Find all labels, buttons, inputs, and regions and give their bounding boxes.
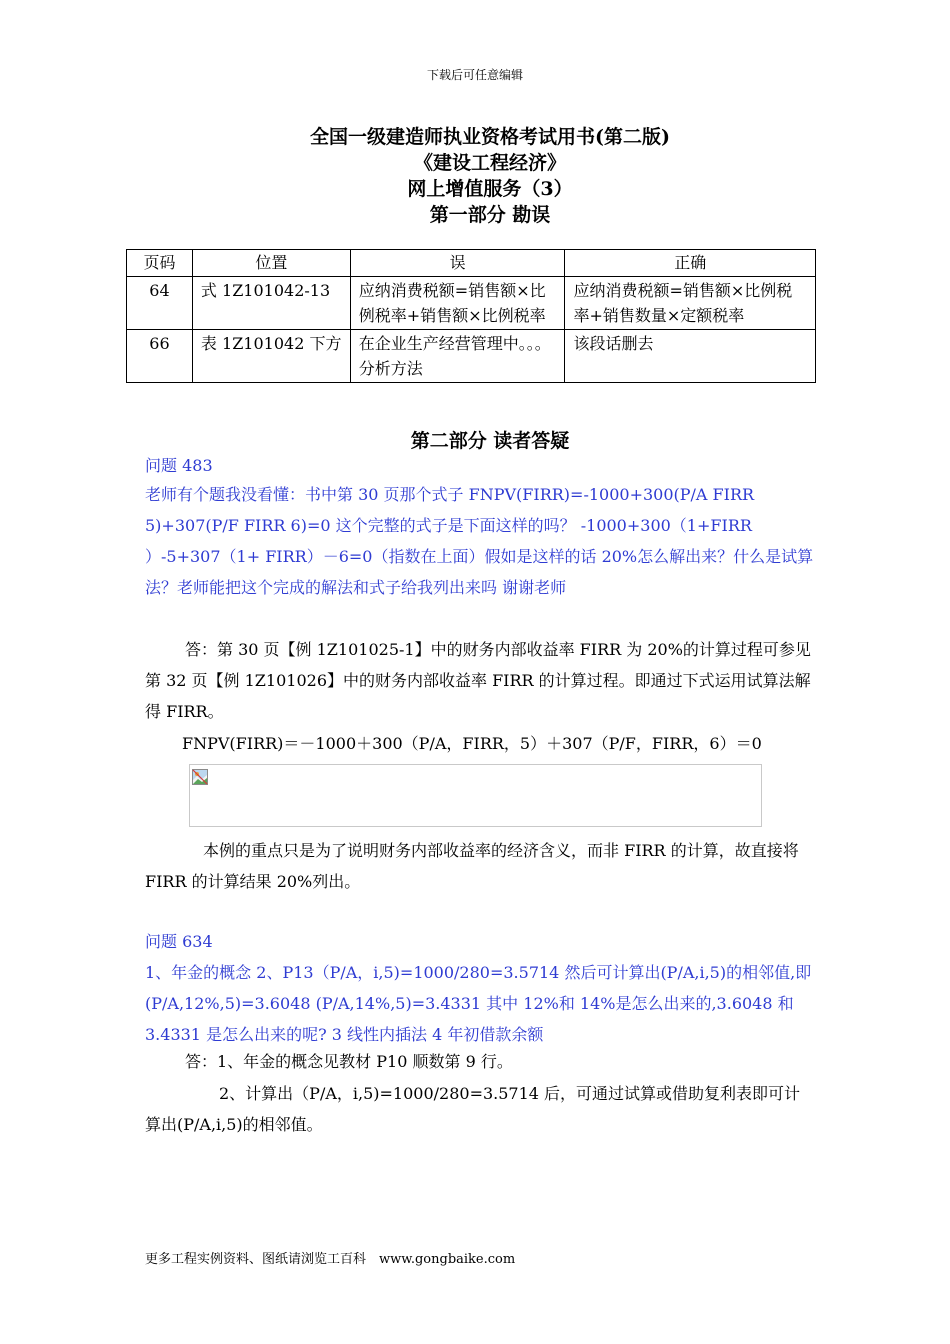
header-location: 位置 xyxy=(192,250,350,277)
table-row xyxy=(127,277,816,330)
cell-wrong: 应纳消费税额=销售额×比例税率+销售额×比例税率 xyxy=(350,277,565,330)
question-483-text: 老师有个题我没看懂：书中第 30 页那个式子 FNPV(FIRR)=-1000+300(P/A FIRR 5)+307(P/F FIRR 6)=0 这个完整的式子是下面这样的吗？ -1000+300（1+FIRR ）-5+307（1+ FIRR）－6=0（指数在上面）假如是这样的话 20%怎么解出来？什么是试算法？老师能把这个完成的解法和式子给我列出来吗 谢谢老师 xyxy=(145,485,814,597)
part1-title: 第一部分 勘误 xyxy=(429,204,551,226)
service-title: 网上增值服务（3） xyxy=(407,178,573,200)
question-634-text: 1、年金的概念 2、P13（P/A，i,5)=1000/280=3.5714 然后可计算出(P/A,i,5)的相邻值,即(P/A,12%,5)=3.6048 (P/A,14%,5)=3.4331 其中 12%和 14%是怎么出来的,3.6048 和 3.4331 是怎么出来的呢? 3 线性内插法 4 年初借款余额 xyxy=(145,963,812,1044)
book-title: 全国一级建造师执业资格考试用书(第二版) xyxy=(310,126,670,148)
cell-correct: 该段话删去 xyxy=(565,330,816,383)
fnpv-formula: FNPV(FIRR)＝－1000＋300（P/A，FIRR，5）＋307（P/F，FIRR，6）＝0 xyxy=(182,734,762,753)
book-subtitle: 《建设工程经济》 xyxy=(413,152,566,174)
cell-location: 式 1Z101042-13 xyxy=(192,277,350,330)
cell-wrong: 在企业生产经营管理中。。。分析方法 xyxy=(350,330,565,383)
header-page: 页码 xyxy=(127,250,193,277)
table-row xyxy=(127,330,816,383)
errata-table xyxy=(126,249,816,383)
part2-title: 第二部分 读者答疑 xyxy=(410,430,570,452)
cell-location: 表 1Z101042 下方 xyxy=(192,330,350,383)
broken-image-icon xyxy=(192,769,208,785)
header-correct: 正确 xyxy=(565,250,816,277)
errata-header-row xyxy=(127,250,816,277)
cell-correct: 应纳消费税额=销售额×比例税率+销售数量×定额税率 xyxy=(565,277,816,330)
answer-634-part2: 2、计算出（P/A，i,5)=1000/280=3.5714 后，可通过试算或借助复利表即可计算出(P/A,i,5)的相邻值。 xyxy=(145,1084,801,1134)
cell-page: 66 xyxy=(127,330,193,383)
document-title-block xyxy=(0,124,950,228)
header-note: 下载后可任意编辑 xyxy=(426,68,523,82)
cell-page: 64 xyxy=(127,277,193,330)
answer-483-text: 答：第 30 页【例 1Z101025-1】中的财务内部收益率 FIRR 为 20%的计算过程可参见第 32 页【例 1Z101026】中的财务内部收益率 FIRR 的计算过程。即通过下式运用试算法解得 FIRR。 xyxy=(145,640,811,721)
header-wrong: 误 xyxy=(350,250,565,277)
answer-634-part1: 答：1、年金的概念见教材 P10 顺数第 9 行。 xyxy=(185,1052,513,1071)
missing-image-placeholder xyxy=(189,764,762,827)
question-483-label: 问题 483 xyxy=(145,456,213,475)
note-483-text: 本例的重点只是为了说明财务内部收益率的经济含义，而非 FIRR 的计算，故直接将 FIRR 的计算结果 20%列出。 xyxy=(145,841,799,891)
question-634-label: 问题 634 xyxy=(145,932,213,951)
footer-note: 更多工程实例资料、图纸请浏览工百科 www.gongbaike.com xyxy=(145,1252,516,1267)
